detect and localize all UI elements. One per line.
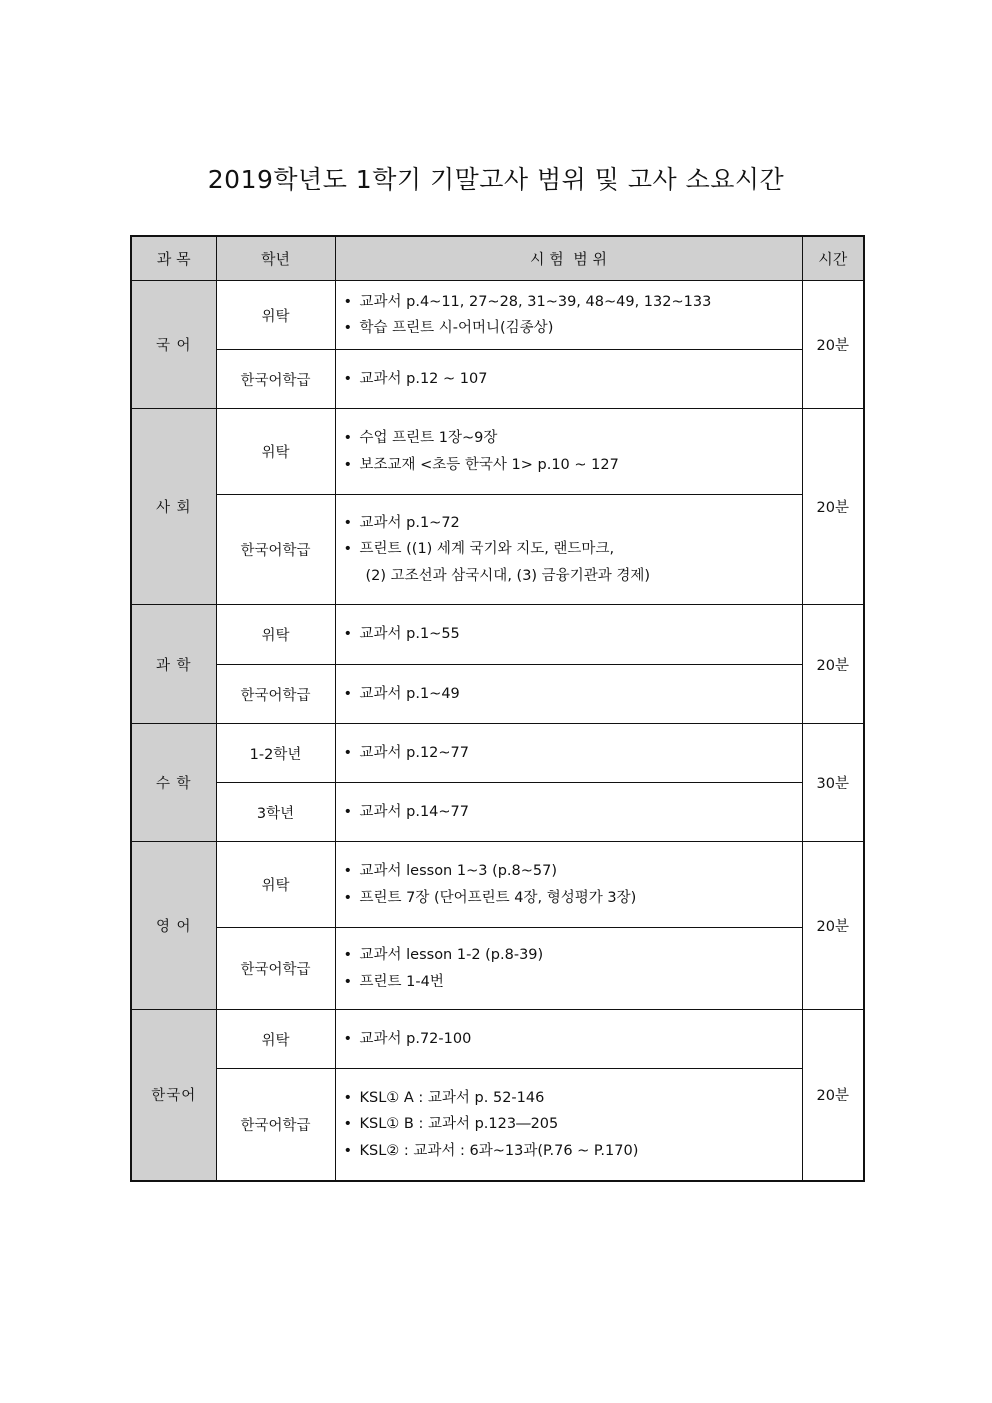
list-item: • KSL① B : 교과서 p.123―205 [344, 1111, 802, 1138]
list-item: • 보조교재 <초등 한국사 1> p.10 ~ 127 [344, 452, 802, 479]
range-cell [335, 724, 802, 783]
bullet-icon: • [343, 293, 353, 310]
page-title: 2019학년도 1학기 기말고사 범위 및 고사 소요시간 [207, 165, 785, 194]
range-cell [335, 409, 802, 495]
bullet-icon: • [343, 1116, 353, 1132]
list-item: • KSL② : 교과서 : 6과~13과(P.76 ~ P.170) [344, 1138, 802, 1165]
table-row [131, 1010, 864, 1069]
bullet-icon: • [343, 541, 353, 558]
header-range: 시 험 범 위 [335, 236, 802, 281]
list-item: • 프린트 ((1) 세계 국기와 지도, 랜드마크, [344, 536, 802, 563]
bullet-icon: • [343, 1089, 353, 1106]
list-item: • 교과서 p.1~49 [344, 681, 802, 708]
subject-cell: 국 어 [131, 281, 216, 409]
table-row [131, 409, 864, 495]
bullet-icon: • [343, 514, 353, 531]
bullet-icon: • [343, 370, 353, 387]
bullet-icon: • [343, 889, 353, 906]
table-row [131, 783, 864, 842]
list-item: • 교과서 p.4~11, 27~28, 31~39, 48~49, 132~133 [344, 289, 802, 316]
header-grade: 학년 [216, 236, 335, 281]
list-item: • 교과서 lesson 1-2 (p.8-39) [344, 942, 802, 969]
range-cell [335, 1010, 802, 1069]
bullet-icon: • [343, 863, 353, 879]
list-item: • 교과서 p.12~77 [344, 740, 802, 767]
time-cell: 20분 [802, 409, 864, 605]
bullet-icon: • [343, 626, 353, 643]
range-cell [335, 495, 802, 605]
list-item-continuation: (2) 고조선과 삼국시대, (3) 금융기관과 경제) [365, 567, 650, 584]
bullet-icon: • [343, 1142, 353, 1159]
list-item: • 교과서 p.1~72 [344, 510, 802, 537]
table-row [131, 495, 864, 605]
time-cell: 20분 [802, 281, 864, 409]
grade-cell: 위탁 [216, 605, 335, 665]
time-cell: 20분 [802, 1010, 864, 1181]
list-item: • 교과서 p.1~55 [344, 621, 802, 648]
list-item: • 프린트 7장 (단어프린트 4장, 형성평가 3장) [344, 885, 802, 912]
time-cell: 30분 [802, 724, 864, 842]
range-cell [335, 350, 802, 409]
bullet-icon: • [343, 973, 353, 990]
grade-cell: 위탁 [216, 281, 335, 350]
grade-cell: 위탁 [216, 409, 335, 495]
range-cell [335, 1069, 802, 1181]
subject-cell: 과 학 [131, 605, 216, 724]
list-item: • 학습 프린트 시-어머니(김종상) [344, 315, 802, 342]
list-item: • 교과서 lesson 1~3 (p.8~57) [344, 858, 802, 885]
grade-cell: 한국어학급 [216, 665, 335, 724]
subject-cell: 한국어 [131, 1010, 216, 1181]
list-item: • 교과서 p.72-100 [344, 1026, 802, 1053]
bullet-icon: • [343, 947, 353, 963]
header-time: 시간 [802, 236, 864, 281]
bullet-icon: • [343, 1030, 353, 1047]
grade-cell: 위탁 [216, 842, 335, 928]
subject-cell: 영 어 [131, 842, 216, 1010]
bullet-icon: • [343, 744, 353, 761]
header-subject: 과 목 [131, 236, 216, 281]
subject-cell: 수 학 [131, 724, 216, 842]
list-item: • 교과서 p.12 ~ 107 [344, 366, 802, 393]
range-cell [335, 928, 802, 1010]
list-item: • 프린트 1-4번 [344, 969, 802, 996]
list-item: • KSL① A : 교과서 p. 52-146 [344, 1085, 802, 1112]
list-item: • 수업 프린트 1장~9장 [344, 425, 802, 452]
range-cell [335, 842, 802, 928]
grade-cell: 한국어학급 [216, 928, 335, 1010]
table-row [131, 1069, 864, 1181]
range-cell [335, 605, 802, 665]
list-item: • 교과서 p.14~77 [344, 799, 802, 826]
exam-schedule-table [130, 235, 865, 1182]
subject-cell: 사 회 [131, 409, 216, 605]
time-cell: 20분 [802, 605, 864, 724]
table-row [131, 605, 864, 665]
range-cell [335, 281, 802, 350]
table-row [131, 350, 864, 409]
range-cell [335, 783, 802, 842]
grade-cell: 한국어학급 [216, 350, 335, 409]
time-cell: 20분 [802, 842, 864, 1010]
bullet-icon: • [343, 685, 353, 702]
grade-cell: 한국어학급 [216, 1069, 335, 1181]
table-row [131, 928, 864, 1010]
bullet-icon: • [343, 456, 353, 473]
table-row [131, 842, 864, 928]
table-header-row [131, 236, 864, 281]
table-row [131, 724, 864, 783]
grade-cell: 1-2학년 [216, 724, 335, 783]
grade-cell: 3학년 [216, 783, 335, 842]
table-row [131, 665, 864, 724]
bullet-icon: • [343, 803, 353, 820]
grade-cell: 위탁 [216, 1010, 335, 1069]
table-row [131, 281, 864, 350]
bullet-icon: • [343, 320, 353, 336]
grade-cell: 한국어학급 [216, 495, 335, 605]
bullet-icon: • [343, 430, 353, 446]
range-cell [335, 665, 802, 724]
